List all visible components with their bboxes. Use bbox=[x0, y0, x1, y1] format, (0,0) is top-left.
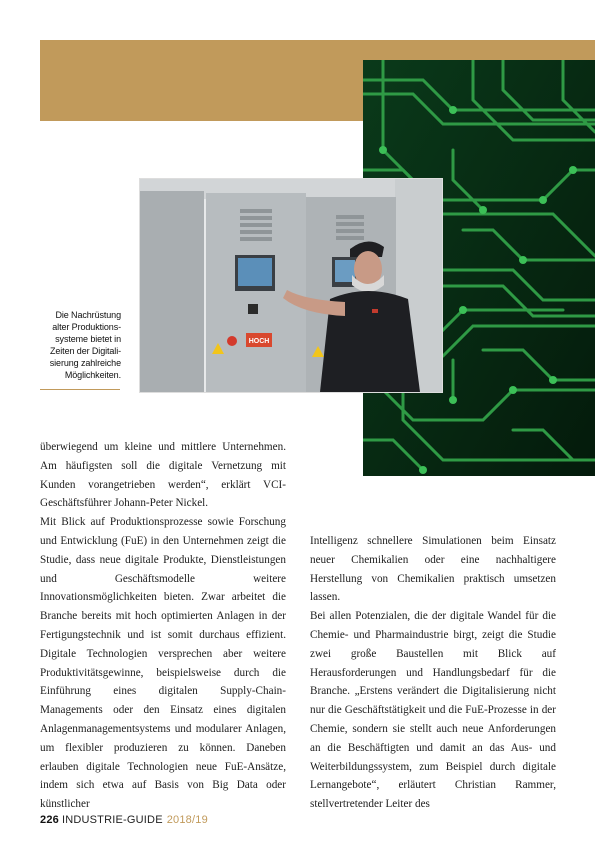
industrial-control-photo bbox=[140, 179, 442, 392]
body-paragraph: Intelligenz schnellere Simulationen beim Einsatz neuer Chemikalien oder eine nachhaltigere Herstellung von Chemikalien praktisch umsetzen lassen. bbox=[310, 535, 556, 604]
body-paragraph: Bei allen Potenzialen, die der digitale Wandel für die Chemie- und Pharmaindustrie birgt, zeigt die Studie zwei große Baustellen mit Blick auf Herausforderungen und Handlungsbedarf für die Branche. „Erstens verändert die Digitalisierung nicht nur die Geschäftstätigkeit und die FuE-Prozesse in der Chemie, sondern sie stellt auch neue Anforderungen an die Beschäftigten und damit an das Aus- und Weiterbildungssystem, zum Beispiel durch digitale Lernangebote“, erläutert Christian Rammer, stellvertretender Leiter des bbox=[310, 610, 556, 811]
svg-text:HOCH: HOCH bbox=[248, 338, 270, 345]
publication-year: 2018/19 bbox=[166, 814, 208, 826]
text-column-right bbox=[310, 532, 556, 814]
text-column-left bbox=[40, 438, 286, 814]
photo-caption bbox=[38, 309, 121, 381]
caption-line: systeme bietet in bbox=[55, 334, 121, 344]
caption-line: Die Nachrüstung bbox=[55, 310, 121, 320]
caption-line: sierung zahlreiche bbox=[49, 358, 121, 368]
body-paragraph: überwiegend um kleine und mittlere Unternehmen. Am häufigsten soll die digitale Vernetzung mit Kunden vorangetrieben werden“, erklärt VCI-Geschäftsführer Johann-Peter Nickel. bbox=[40, 441, 286, 510]
caption-line: alter Produktions- bbox=[52, 322, 121, 332]
caption-line: Möglichkeiten. bbox=[64, 370, 121, 380]
caption-line: Zeiten der Digitali- bbox=[49, 346, 121, 356]
caption-divider bbox=[40, 389, 120, 390]
page-number: 226 bbox=[40, 814, 59, 826]
publication-name: INDUSTRIE-GUIDE bbox=[61, 814, 163, 826]
hoch-sign bbox=[246, 333, 272, 347]
body-paragraph: Mit Blick auf Produktionsprozesse sowie Forschung und Entwicklung (FuE) in den Unternehmen zeigt die Studie, dass neue digitale Produkte, Dienstleistungen und Geschäftsmodelle weitere Innovationsmöglichkeiten bieten. Zwar arbeitet die Branche bereits mit hoch optimierten Anlagen in der Fertigungstechnik und ist somit durchaus effizient. Digitale Technologien versprechen aber weitere Produktivitätsgewinne, beispielsweise durch die Einführung eines digitalen Supply-Chain-Managements oder den Einsatz eines digitalen Anlagenmanagementsystems und modularer Anlagen, um flexibler produzieren zu können. Daneben erlauben digitale Technologien neue FuE-Ansätze, indem sich etwa auf Basis von Big Data oder künstlicher bbox=[40, 516, 286, 811]
page-footer bbox=[40, 814, 208, 826]
